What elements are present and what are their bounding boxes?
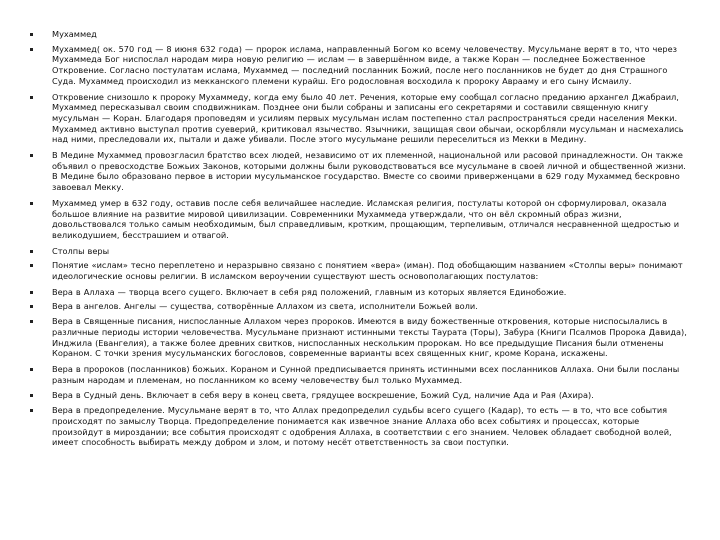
list-item: Вера в Судный день. Включает в себя веру в конец света, грядущее воскрешение, Божий Суд, наличие Ада и Рая (Ахира).: [52, 390, 692, 401]
bullet-list: [52, 29, 692, 453]
list-item: Вера в ангелов. Ангелы — существа, сотворённые Аллахом из света, исполнители Божьей воли.: [52, 301, 692, 312]
list-item: Понятие «ислам» тесно переплетено и неразрывно связано с понятием «вера» (иман). Под обобщающим названием «Столпы веры» понимают идеологические основы религии. В исламском вероучении существуют шесть основополагающих постулатов:: [52, 260, 692, 281]
list-item: Вера в Аллаха — творца всего сущего. Включает в себя ряд положений, главным из которых является Единобожие.: [52, 287, 692, 298]
list-item: В Медине Мухаммед провозгласил братство всех людей, независимо от их племенной, национальной или расовой принадлежности. Он также объявил о превосходстве Божьих Законов, которыми должны были руководствоваться все мусульмане в своей личной и общественной жизни. В Медине было образовано первое в истории мусульманское государство. Вместе со своими приверженцами в 629 году Мухаммед бескровно завоевал Мекку.: [52, 150, 692, 193]
list-item: Вера в предопределение. Мусульмане верят в то, что Аллах предопределил судьбы всего сущего (Кадар), то есть — в то, что все события происходят по замыслу Творца. Предопределение понимается как извечное знание Аллаха обо всех событиях и процессах, которые произойдут в мироздании; все события происходят с одобрения Аллаха, в соответствии с его знанием. Человек обладает свободной волей, имеет способность выбирать между добром и злом, и потому несёт ответственность за свои поступки.: [52, 405, 692, 448]
list-item: Вера в пророков (посланников) божьих. Кораном и Сунной предписывается принять истинными всех посланников Аллаха. Они были посланы разным народам и племенам, но посланником ко всему человечеству был только Мухаммед.: [52, 364, 692, 385]
list-item: Мухаммед умер в 632 году, оставив после себя величайшее наследие. Исламская религия, постулаты которой он сформулировал, оказала большое влияние на развитие мировой цивилизации. Современники Мухаммеда утверждали, что он вёл скромный образ жизни, довольствовался только самым необходимым, был справедливым, кротким, прощающим, терпеливым, отличался несравненной щедростью и великодушием, бесстрашием и отвагой.: [52, 198, 692, 241]
list-item: Откровение снизошло к пророку Мухаммеду, когда ему было 40 лет. Речения, которые ему сообщал согласно преданию архангел Джабраил, Мухаммед пересказывал своим сподвижникам. Позднее они были собраны и записаны его секретарями и составили священную книгу мусульман — Коран. Благодаря проповедям и усилиям первых мусульман ислам постепенно стал распространяться среди населения Мекки. Мухаммед активно выступал против суеверий, критиковал язычество. Язычники, защищая свои обычаи, оскорбляли мусульман и насмехались над ними, преследовали их, пытали и даже убивали. После этого мусульмане решили переселиться из Мекки в Медину.: [52, 92, 692, 146]
list-item-subtitle: Столпы веры: [52, 246, 692, 257]
list-item-title: Мухаммед: [52, 29, 692, 40]
list-item: Вера в Священные писания, ниспосланные Аллахом через пророков. Имеются в виду божественные откровения, которые ниспосылались в различные периоды истории человечества. Мусульмане признают истинными тексты Таурата (Торы), Забура (Книги Псалмов Пророка Давида), Инджила (Евангелия), а также более древних свитков, ниспосланных нескольким пророкам. Но все предыдущие Писания были отменены Кораном. С точки зрения мусульманских богословов, современные варианты всех священных книг, кроме Корана, искажены.: [52, 316, 692, 359]
list-item: Мухаммед( ок. 570 год — 8 июня 632 года) — пророк ислама, направленный Богом ко всему человечеству. Мусульмане верят в то, что через Мухаммеда Бог ниспослал народам мира новую религию — ислам — в завершённом виде, а также Коран — последнее Божественное Откровение. Согласно постулатам ислама, Мухаммед — последний посланник Божий, после него посланников не будет до дня Страшного Суда. Мухаммед происходил из мекканского племени курайш. Его родословная восходила к пророку Аврааму и его сыну Исмаилу.: [52, 44, 692, 87]
